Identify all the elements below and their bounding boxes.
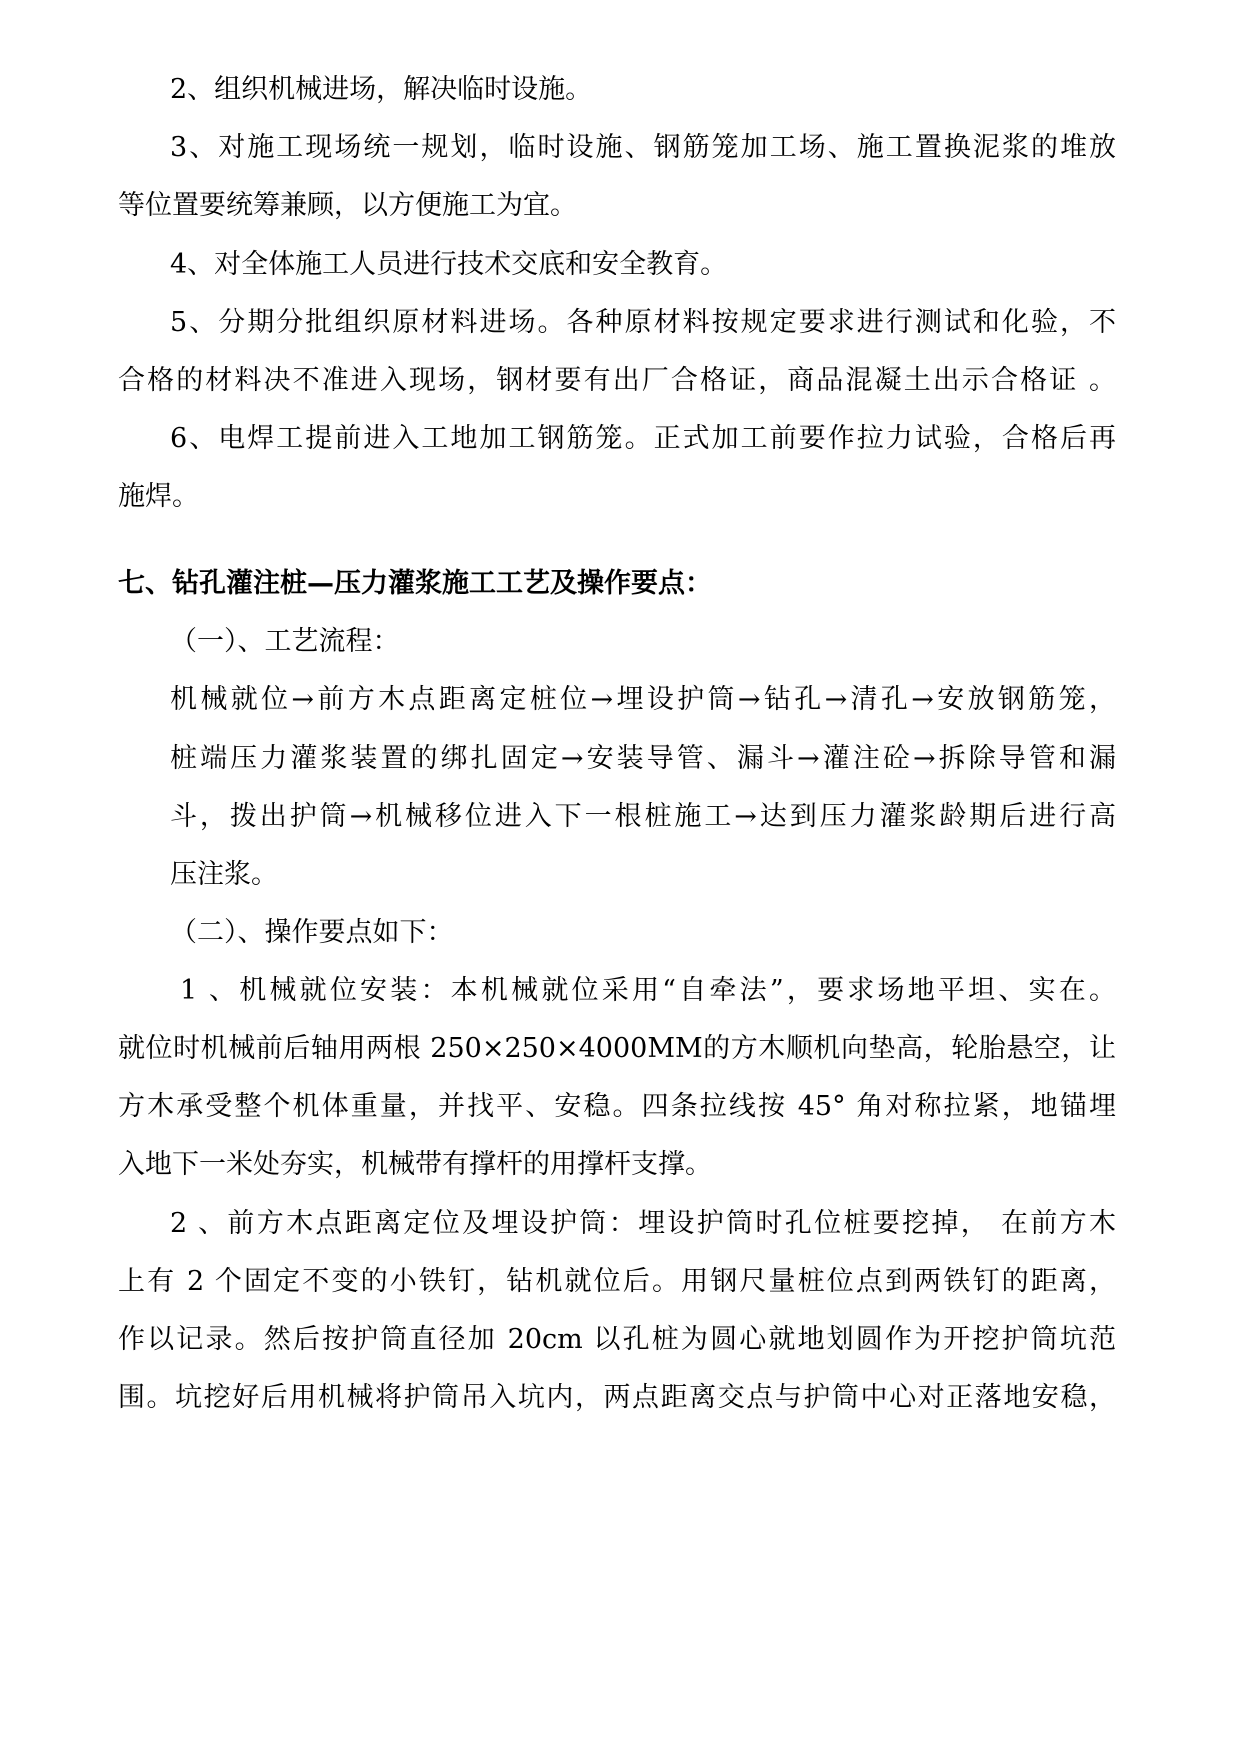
paragraph-line: 5、分期分批组织原材料进场。各种原材料按规定要求进行测试和化验，不 <box>170 307 1116 338</box>
paragraph-line: 1 、机械就位安装：本机械就位采用“自牵法”，要求场地平坦、实在。 <box>180 975 1116 1006</box>
process-flow-line: 压注浆。 <box>170 859 278 890</box>
section-heading: 七、钻孔灌注桩—压力灌浆施工工艺及操作要点： <box>118 568 712 599</box>
paragraph-line: 等位置要统筹兼顾，以方便施工为宜。 <box>118 190 577 221</box>
paragraph-line: 4、对全体施工人员进行技术交底和安全教育。 <box>170 249 728 280</box>
paragraph-line: 围。坑挖好后用机械将护筒吊入坑内，两点距离交点与护筒中心对正落地安稳， <box>118 1382 1116 1413</box>
paragraph-line: 就位时机械前后轴用两根 250×250×4000MM的方木顺机向垫高，轮胎悬空，让 <box>118 1033 1116 1064</box>
paragraph-line: 2 、前方木点距离定位及埋设护筒：埋设护筒时孔位桩要挖掉， 在前方木 <box>170 1208 1116 1239</box>
paragraph-line: 方木承受整个机体重量，并找平、安稳。四条拉线按 45° 角对称拉紧，地锚埋 <box>118 1091 1116 1122</box>
paragraph-line: 3、对施工现场统一规划，临时设施、钢筋笼加工场、施工置换泥浆的堆放 <box>170 132 1116 163</box>
process-flow-line: 斗，拨出护筒→机械移位进入下一根桩施工→达到压力灌浆龄期后进行高 <box>170 801 1116 832</box>
process-flow-line: 机械就位→前方木点距离定桩位→埋设护筒→钻孔→清孔→安放钢筋笼， <box>170 684 1116 715</box>
paragraph-line: 合格的材料决不准进入现场，钢材要有出厂合格证，商品混凝土出示合格证 。 <box>118 365 1116 396</box>
paragraph-line: 上有 2 个固定不变的小铁钉，钻机就位后。用钢尺量桩位点到两铁钉的距离， <box>118 1266 1116 1297</box>
paragraph-line: 入地下一米处夯实，机械带有撑杆的用撑杆支撑。 <box>118 1149 712 1180</box>
paragraph-line: 2、组织机械进场，解决临时设施。 <box>170 74 593 105</box>
subsection-heading: （一）、工艺流程： <box>170 626 400 657</box>
process-flow-line: 桩端压力灌浆装置的绑扎固定→安装导管、漏斗→灌注砼→拆除导管和漏 <box>170 743 1116 774</box>
paragraph-line: 施焊。 <box>118 481 199 512</box>
subsection-heading: （二）、操作要点如下： <box>170 917 454 948</box>
paragraph-line: 作以记录。然后按护筒直径加 20cm 以孔桩为圆心就地划圆作为开挖护筒坑范 <box>118 1324 1116 1355</box>
paragraph-line: 6、电焊工提前进入工地加工钢筋笼。正式加工前要作拉力试验，合格后再 <box>170 423 1116 454</box>
